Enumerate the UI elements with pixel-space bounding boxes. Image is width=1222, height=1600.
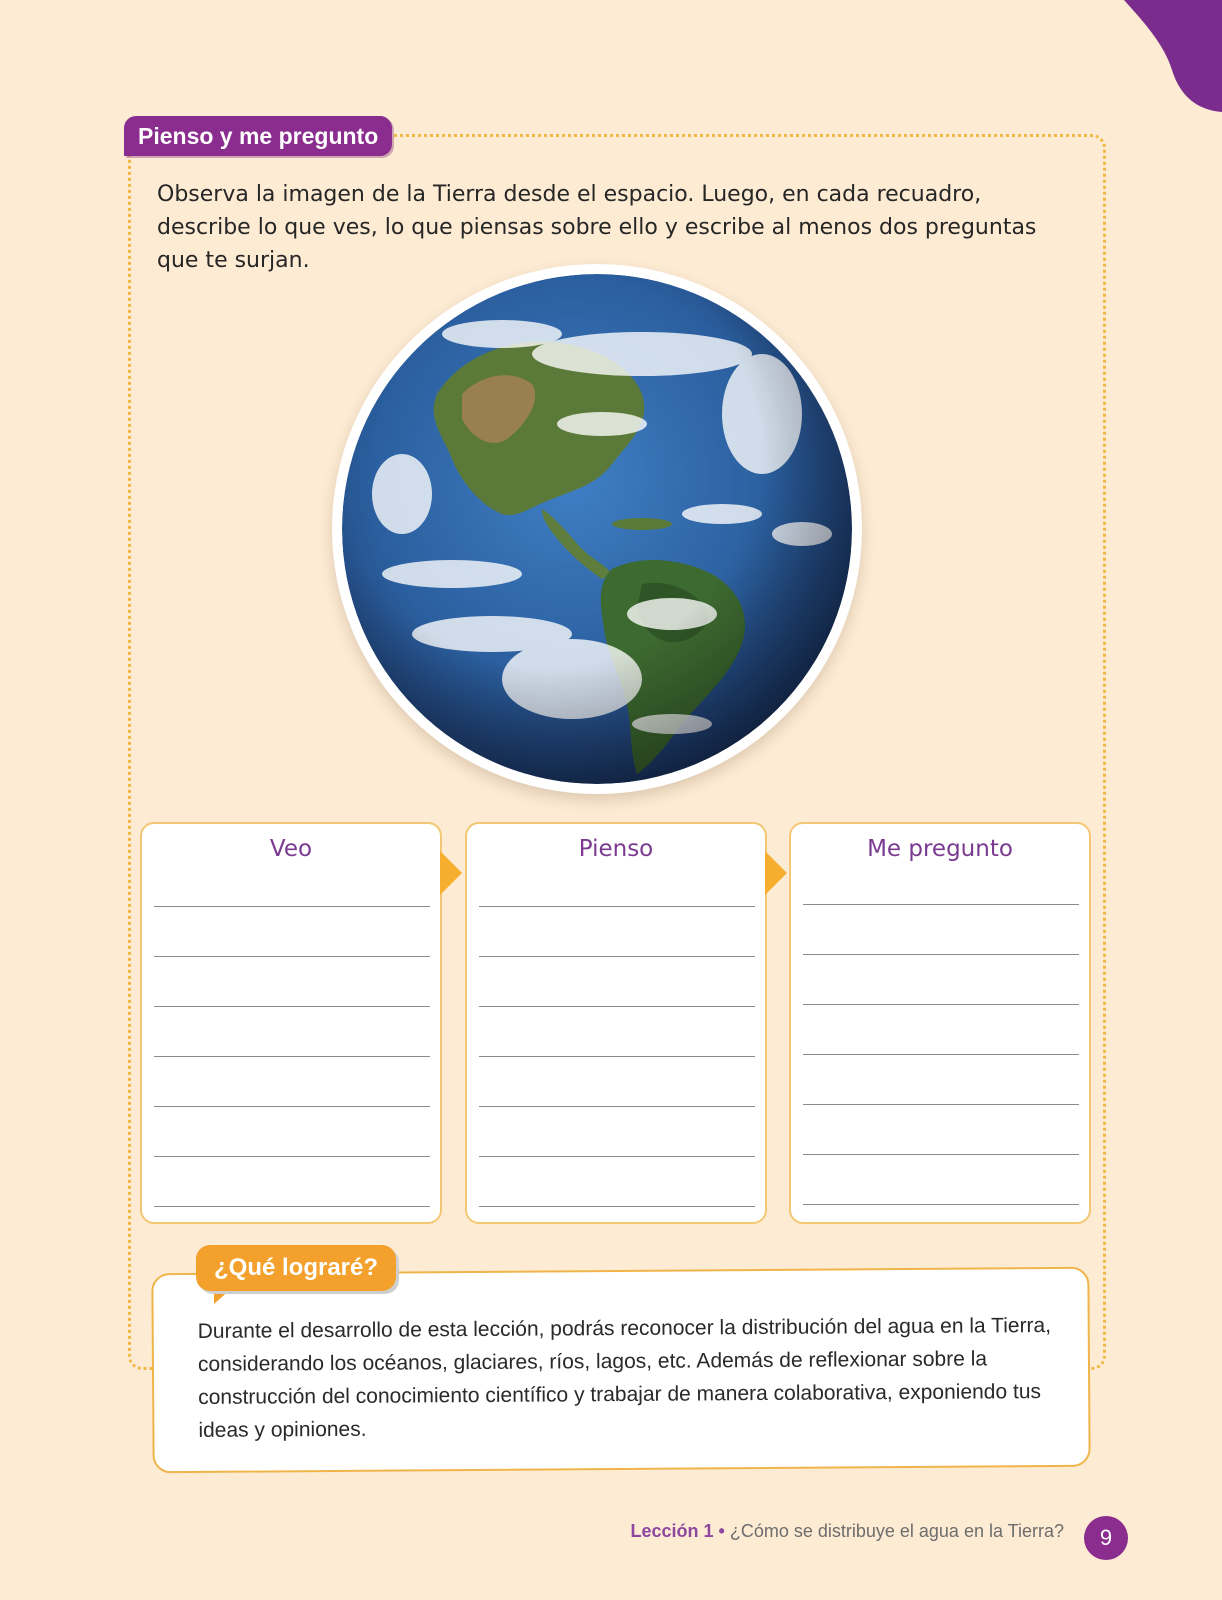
goals-label: ¿Qué lograré? xyxy=(196,1245,396,1291)
writing-line xyxy=(479,1206,755,1207)
writing-line xyxy=(154,1006,430,1007)
writing-line xyxy=(803,1054,1079,1055)
page-footer xyxy=(630,1521,1064,1542)
goals-box xyxy=(151,1267,1090,1474)
column-me-pregunto[interactable] xyxy=(789,822,1091,1224)
lesson-label: Lección 1 xyxy=(630,1521,714,1541)
column-veo[interactable] xyxy=(140,822,442,1224)
writing-line xyxy=(154,956,430,957)
writing-line xyxy=(803,904,1079,905)
writing-line xyxy=(154,1056,430,1057)
earth-globe-icon xyxy=(342,274,852,784)
earth-image xyxy=(332,264,862,794)
writing-line xyxy=(803,1154,1079,1155)
section-label: Pienso y me pregunto xyxy=(124,116,392,156)
writing-line xyxy=(479,1106,755,1107)
column-title: Me pregunto xyxy=(867,836,1013,862)
lesson-title: ¿Cómo se distribuye el agua en la Tierra? xyxy=(729,1521,1064,1541)
writing-line xyxy=(154,1206,430,1207)
writing-line xyxy=(803,954,1079,955)
footer-separator: • xyxy=(718,1521,725,1541)
writing-line xyxy=(154,906,430,907)
column-pienso[interactable] xyxy=(465,822,767,1224)
writing-line xyxy=(803,1204,1079,1205)
writing-line xyxy=(154,1156,430,1157)
activity-instructions: Observa la imagen de la Tierra desde el espacio. Luego, en cada recuadro, describe lo que ves, lo que piensas sobre ello y escribe al menos dos preguntas que te surjan. xyxy=(157,182,1037,273)
goals-text: Durante el desarrollo de esta lección, podrás reconocer la distribución del agua en la Tierra, considerando los océanos, glaciares, ríos, lagos, etc. Además de reflexionar sobre la construcción del conocimiento científico y trabajar de manera colaborativa, exponiendo tus ideas y opiniones. xyxy=(197,1313,1052,1442)
corner-decoration xyxy=(1102,0,1222,112)
page-number: 9 xyxy=(1084,1516,1128,1560)
writing-line xyxy=(803,1004,1079,1005)
column-title: Pienso xyxy=(578,836,654,862)
writing-line xyxy=(479,956,755,957)
writing-line xyxy=(479,1156,755,1157)
writing-line xyxy=(154,1106,430,1107)
writing-line xyxy=(479,906,755,907)
column-title: Veo xyxy=(269,836,313,862)
arrow-right-icon xyxy=(440,851,462,895)
arrow-right-icon xyxy=(765,851,787,895)
writing-line xyxy=(479,1006,755,1007)
writing-line xyxy=(479,1056,755,1057)
writing-line xyxy=(803,1104,1079,1105)
